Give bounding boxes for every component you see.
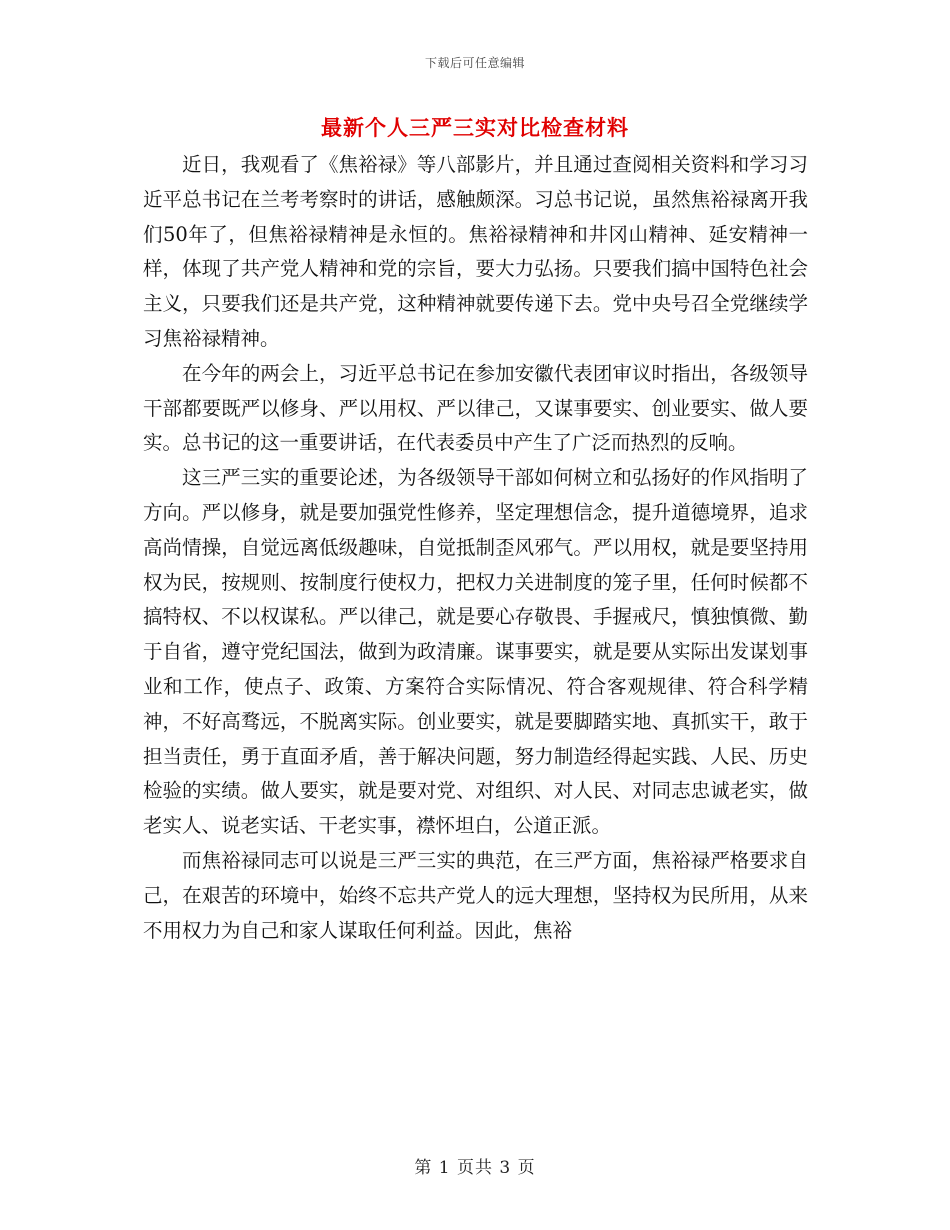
- document-title: 最新个人三严三实对比检查材料: [321, 115, 629, 140]
- paragraph: 而焦裕禄同志可以说是三严三实的典范，在三严方面，焦裕禄严格要求自己，在艰苦的环境中，始终不忘共产党人的远大理想，坚持权为民所用，从来不用权力为自己和家人谋取任何利益。因此，焦裕: [143, 848, 808, 942]
- header-note: 下载后可任意编辑: [424, 56, 525, 70]
- paragraph: 近日，我观看了《焦裕禄》等八部影片，并且通过查阅相关资料和学习习近平总书记在兰考考察时的讲话，感触颇深。习总书记说，虽然焦裕禄离开我们50年了，但焦裕禄精神是永恒的。焦裕禄精神和井冈山精神、延安精神一样，体现了共产党人精神和党的宗旨，要大力弘扬。只要我们搞中国特色社会主义，只要我们还是共产党，这种精神就要传递下去。党中央号召全党继续学习焦裕禄精神。: [143, 153, 808, 350]
- paragraph: 在今年的两会上，习近平总书记在参加安徽代表团审议时指出，各级领导干部都要既严以修身、严以用权、严以律己，又谋事要实、创业要实、做人要实。总书记的这一重要讲话，在代表委员中产生了广泛而热烈的反响。: [143, 361, 808, 455]
- page-number-footer: 第 1 页共 3 页: [414, 1158, 536, 1178]
- document-body: [143, 148, 808, 948]
- paragraph: 这三严三实的重要论述，为各级领导干部如何树立和弘扬好的作风指明了方向。严以修身，就是要加强党性修养，坚定理想信念，提升道德境界，追求高尚情操，自觉远离低级趣味，自觉抵制歪风邪气。严以用权，就是要坚持用权为民，按规则、按制度行使权力，把权力关进制度的笼子里，任何时候都不搞特权、不以权谋私。严以律己，就是要心存敬畏、手握戒尺，慎独慎微、勤于自省，遵守党纪国法，做到为政清廉。谋事要实，就是要从实际出发谋划事业和工作，使点子、政策、方案符合实际情况、符合客观规律、符合科学精神，不好高骛远，不脱离实际。创业要实，就是要脚踏实地、真抓实干，敢于担当责任，勇于直面矛盾，善于解决问题，努力制造经得起实践、人民、历史检验的实绩。做人要实，就是要对党、对组织、对人民、对同志忠诚老实，做老实人、说老实话、干老实事，襟怀坦白，公道正派。: [143, 466, 808, 838]
